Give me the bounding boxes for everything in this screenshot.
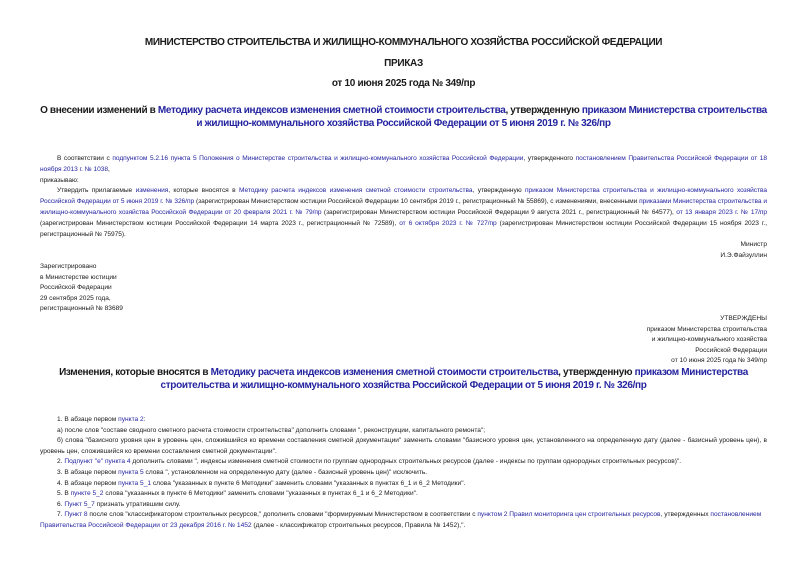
approval-line: приказом Министерства строительства	[646, 325, 767, 333]
change-item-3	[40, 468, 767, 479]
point-8-link[interactable]: Пункт 8	[64, 511, 88, 519]
approval-line: и жилищно-коммунального хозяйства	[651, 336, 767, 344]
approval-line: УТВЕРЖДЕНЫ	[720, 315, 767, 322]
registration-date: 29 сентября 2025 года,	[40, 294, 111, 302]
change-item-7	[40, 510, 767, 531]
text: (далее - классификатор строительных ресурсов, Правила № 1452),".	[251, 521, 466, 529]
methodology-link[interactable]: Методику расчета индексов изменения сметной стоимости строительства	[210, 367, 559, 378]
approve-paragraph	[40, 186, 767, 240]
point-5-1-link[interactable]: пункта 5_1	[118, 479, 152, 487]
order-326-link[interactable]: приказом Министерства строительства и жилищно-коммунального хозяйства Российской Федерации от 5 июня 2019 г. № 326/пр	[160, 367, 748, 391]
change-item-6	[40, 500, 767, 511]
text: , которые вносятся в	[168, 187, 239, 195]
text: ,	[107, 165, 110, 173]
text: (зарегистрирован Министерством юстиции Российской Федерации 15 ноября 2023 г., регистрационный № 75975).	[40, 219, 767, 238]
point-2-link[interactable]: пункта 2	[118, 416, 144, 423]
text: признать утратившим силу.	[94, 500, 181, 508]
change-item-5	[40, 489, 767, 500]
registration-line: Зарегистрировано	[40, 263, 97, 270]
preamble	[40, 154, 767, 240]
text: В соответствии с	[57, 155, 113, 162]
text: после слов "классификатором строительных ресурсов," дополнить словами "формируемым Министерством в соответствии с	[87, 511, 478, 519]
order-79-link[interactable]: приказами Министерства строительства и жилищно-коммунального хозяйства Российской Федерации от 20 февраля 2021 г. № 79/пр	[40, 198, 768, 216]
title-prefix: Изменения, которые вносятся в	[59, 367, 211, 378]
text: 7.	[57, 511, 65, 519]
text: , утвержденную	[472, 187, 526, 195]
changes-title	[30, 366, 777, 392]
text: Утвердить прилагаемые	[57, 187, 136, 195]
text: 6.	[57, 500, 65, 508]
registration-number: регистрационный № 83689	[40, 305, 123, 313]
subpoint-e-link[interactable]: Подпункт "е" пункта 4	[64, 458, 131, 466]
signatory-position: Министр	[740, 241, 767, 248]
order-326-link[interactable]: приказом Министерства строительства и жилищно-коммунального хозяйства Российской Федерации от 5 июня 2019 г. № 326/пр	[40, 187, 768, 206]
text: дополнить словами ", индексы изменения сметной стоимости по группам однородных строительных ресурсов (далее - индексы по группам однородных строительных ресурсов)".	[130, 458, 682, 466]
order-date-number: от 10 июня 2025 года № 349/пр	[331, 78, 476, 89]
signature-block	[720, 239, 767, 261]
approval-block	[647, 314, 767, 367]
signatory-name: И.Э.Файзуллин	[720, 252, 767, 259]
registration-line: Российской Федерации	[40, 284, 112, 292]
registration-block	[40, 262, 123, 315]
order-word: приказываю:	[40, 176, 79, 184]
point-5-2-link[interactable]: пункте 5_2	[70, 490, 104, 498]
title-middle: , утвержденную	[558, 367, 635, 378]
text: слова "указанных в пункте 6 Методики" заменить словами "указанных в пунктах 6_1 и 6_2 Методики".	[103, 490, 418, 498]
title-prefix: О внесении изменений в	[40, 105, 158, 116]
order-326-link[interactable]: приказом Министерства строительства и жилищно-коммунального хозяйства Российской Федерации от 5 июня 2019 г. № 326/пр	[196, 105, 767, 129]
ministry-heading: МИНИСТЕРСТВО СТРОИТЕЛЬСТВА И ЖИЛИЩНО-КОММУНАЛЬНОГО ХОЗЯЙСТВА РОССИЙСКОЙ ФЕДЕРАЦИИ	[144, 37, 663, 48]
text: , утвержденных	[660, 511, 711, 519]
text: :	[143, 416, 146, 423]
text: 4. В абзаце первом	[57, 479, 119, 487]
order-17-link[interactable]: от 13 января 2023 г. № 17/пр	[676, 208, 767, 216]
order-727-link[interactable]: от 6 октября 2023 г. № 727/пр	[399, 219, 497, 227]
change-item-1	[40, 415, 767, 426]
text: , утвержденного	[523, 155, 576, 162]
approval-line: от 10 июня 2025 года № 349/пр	[671, 357, 767, 365]
text: 2.	[57, 458, 65, 466]
monitoring-rules-link[interactable]: пунктом 2 Правил мониторинга цен строительных ресурсов	[477, 511, 661, 519]
text: 5. В	[57, 490, 71, 498]
text: 3. В абзаце первом	[57, 468, 119, 476]
change-item-1a: а) после слов "составе сводного сметного расчета стоимости строительства" дополнить словами ", реконструкции, капитального ремонта";	[57, 426, 486, 434]
text: (зарегистрирован Министерством юстиции Российской Федерации 9 августа 2021 г., регистрационный № 64577),	[321, 208, 677, 216]
text: (зарегистрирован Министерством юстиции Российской Федерации 10 сентября 2019 г., регистрационный № 55869), с изменениями, внесенными	[194, 198, 640, 206]
approval-line: Российской Федерации	[695, 346, 767, 354]
methodology-link[interactable]: Методику расчета индексов изменения сметной стоимости строительства	[238, 187, 473, 195]
changes-link[interactable]: изменения	[135, 187, 169, 195]
methodology-link[interactable]: Методику расчета индексов изменения сметной стоимости строительства	[157, 105, 506, 116]
changes-list	[40, 415, 767, 532]
text: слова ", установленном на определенную дату (далее - базисный уровень цен)" исключить.	[143, 468, 428, 476]
change-item-4	[40, 479, 767, 490]
text: (зарегистрирован Министерством юстиции Российской Федерации 14 марта 2023 г., регистрационный № 72589),	[40, 219, 400, 227]
subparagraph-link[interactable]: подпунктом 5.2.16 пункта 5 Положения о Министерстве строительства и жилищно-коммунального хозяйства Российской Федерации	[112, 155, 524, 162]
decree-1452-link[interactable]: постановлением Правительства Российской Федерации от 23 декабря 2016 г. № 1452	[40, 511, 762, 529]
text: слова "указанных в пункте 6 Методики" заменить словами "указанных в пунктах 6_1 и 6_2 Методики".	[151, 479, 466, 487]
government-decree-link[interactable]: постановлением Правительства Российской Федерации от 18 ноября 2013 г. № 1038	[40, 155, 767, 173]
preamble-paragraph	[40, 154, 767, 176]
point-5-7-link[interactable]: Пункт 5_7	[64, 500, 95, 508]
registration-line: в Министерстве юстиции	[40, 273, 117, 281]
change-item-1b: б) слова "базисного уровня цен в уровень цен, сложившийся ко времени составления сметной документации" заменить словами "базисного уровня цен, установленного на определенную дату (далее - базисный уровень цен), в уровень цен, сложившийся ко времени составления сметной документации".	[40, 437, 767, 455]
text: 1. В абзаце первом	[57, 416, 119, 423]
point-5-link[interactable]: пункта 5	[118, 468, 144, 476]
document-type: ПРИКАЗ	[384, 58, 423, 69]
order-title	[40, 104, 767, 130]
change-item-2	[40, 457, 767, 468]
title-middle: , утвержденную	[505, 105, 582, 116]
